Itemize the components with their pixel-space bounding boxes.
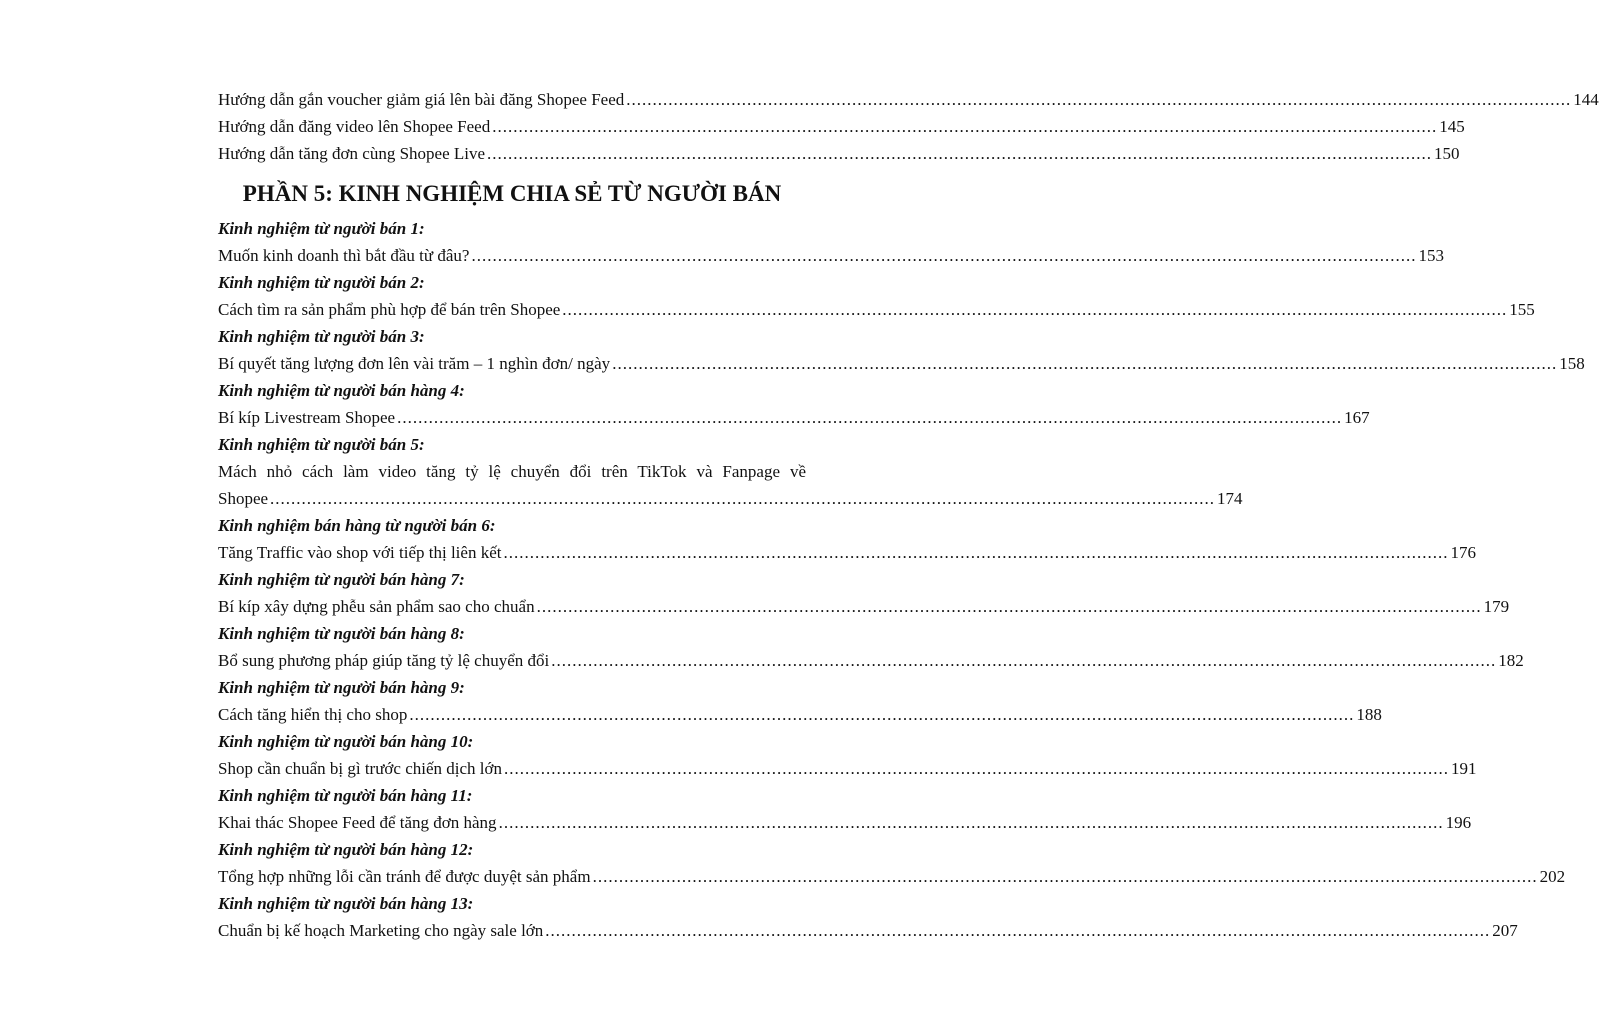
toc-entry (218, 485, 1243, 512)
toc-entry-page: 207 (1492, 921, 1518, 940)
toc-entry-title: Bí kíp Livestream Shopee (218, 408, 396, 427)
dot-leader (503, 539, 1448, 566)
toc-entry-title: Tổng hợp những lỗi cần tránh để được duyệt sản phẩm (218, 867, 591, 886)
dot-leader (626, 86, 1571, 113)
toc-subheading: Kinh nghiệm từ người bán hàng 13: (218, 894, 474, 913)
toc-entry (218, 350, 1585, 377)
toc-entry (218, 809, 1472, 836)
toc-entry-title: Hướng dẫn gắn voucher giảm giá lên bài đăng Shopee Feed (218, 90, 625, 109)
toc-entry-page: 153 (1418, 246, 1444, 265)
toc-entry-title: Bí kíp xây dựng phễu sản phẩm sao cho chuẩn (218, 597, 535, 616)
toc-entry-page: 191 (1451, 759, 1477, 778)
toc-subheading: Kinh nghiệm từ người bán hàng 11: (218, 786, 473, 805)
toc-entry (218, 701, 1382, 728)
toc-entry-page: 158 (1559, 354, 1585, 373)
dot-leader (499, 809, 1444, 836)
toc-entry (218, 917, 1518, 944)
toc-entry-page: 150 (1434, 144, 1460, 163)
toc-entry-page: 196 (1445, 813, 1472, 832)
dot-leader (397, 404, 1342, 431)
toc-subheading: Kinh nghiệm từ người bán hàng 8: (218, 624, 465, 643)
toc-entry (218, 647, 1524, 674)
toc-subheading: Kinh nghiệm từ người bán hàng 9: (218, 678, 465, 697)
toc-entry-title: Bổ sung phương pháp giúp tăng tỷ lệ chuyển đổi (218, 651, 550, 670)
toc-subheading: Kinh nghiệm từ người bán hàng 7: (218, 570, 465, 589)
toc-entry (218, 113, 1465, 140)
toc-subheading: Kinh nghiệm bán hàng từ người bán 6: (218, 516, 496, 535)
dot-leader (487, 140, 1432, 167)
toc-entry-page: 202 (1539, 867, 1566, 886)
toc-entry-title: Cách tìm ra sản phẩm phù hợp để bán trên Shopee (218, 300, 561, 319)
dot-leader (471, 242, 1416, 269)
toc-entry-title: Cách tăng hiển thị cho shop (218, 705, 408, 724)
toc-entry-page: 145 (1439, 117, 1465, 136)
toc-entry-title: Hướng dẫn đăng video lên Shopee Feed (218, 117, 491, 136)
toc-entry-title: Bí quyết tăng lượng đơn lên vài trăm – 1 nghìn đơn/ ngày (218, 354, 611, 373)
toc-entry-title-line1: Mách nhỏ cách làm video tăng tỷ lệ chuyển đổi trên TikTok và Fanpage về (218, 462, 806, 481)
toc-entry-page: 182 (1498, 651, 1524, 670)
toc-entry-page: 167 (1344, 408, 1370, 427)
toc-entry (218, 755, 1477, 782)
toc-subheading: Kinh nghiệm từ người bán 3: (218, 327, 425, 346)
toc-entry (218, 86, 1599, 113)
toc-subheading: Kinh nghiệm từ người bán 2: (218, 273, 425, 292)
dot-leader (492, 113, 1437, 140)
toc-entry-title: Muốn kinh doanh thì bắt đầu từ đâu? (218, 246, 470, 265)
dot-leader (562, 296, 1507, 323)
dot-leader (504, 755, 1449, 782)
toc-entry-page: 188 (1356, 705, 1382, 724)
section-title: PHẦN 5: KINH NGHIỆM CHIA SẺ TỪ NGƯỜI BÁN (242, 181, 782, 206)
dot-leader (551, 647, 1496, 674)
toc-entry-title: Khai thác Shopee Feed để tăng đơn hàng (218, 813, 497, 832)
dot-leader (409, 701, 1354, 728)
toc-subheading: Kinh nghiệm từ người bán hàng 4: (218, 381, 465, 400)
toc-entry-page: 176 (1450, 543, 1476, 562)
dot-leader (593, 863, 1538, 890)
dot-leader (270, 485, 1215, 512)
dot-leader (537, 593, 1482, 620)
toc-subheading: Kinh nghiệm từ người bán 5: (218, 435, 425, 454)
toc-entry-page: 179 (1483, 597, 1510, 616)
toc-entry (218, 404, 1370, 431)
toc-entry (218, 242, 1444, 269)
toc-entry (218, 863, 1566, 890)
table-of-contents (218, 86, 1599, 944)
dot-leader (545, 917, 1490, 944)
toc-entry-title: Hướng dẫn tăng đơn cùng Shopee Live (218, 144, 486, 163)
toc-entry (218, 296, 1535, 323)
toc-entry (218, 140, 1460, 167)
toc-subheading: Kinh nghiệm từ người bán hàng 10: (218, 732, 474, 751)
toc-entry-title: Chuẩn bị kế hoạch Marketing cho ngày sale lớn (218, 921, 544, 940)
dot-leader (612, 350, 1557, 377)
toc-entry (218, 539, 1476, 566)
toc-entry-title: Tăng Traffic vào shop với tiếp thị liên kết (218, 543, 502, 562)
toc-subheading: Kinh nghiệm từ người bán hàng 12: (218, 840, 474, 859)
toc-entry-title: Shopee (218, 489, 269, 508)
toc-entry-page: 174 (1217, 489, 1243, 508)
toc-subheading: Kinh nghiệm từ người bán 1: (218, 219, 425, 238)
toc-entry-page: 144 (1573, 90, 1599, 109)
toc-entry (218, 593, 1510, 620)
toc-entry-page: 155 (1509, 300, 1535, 319)
toc-entry-title: Shop cần chuẩn bị gì trước chiến dịch lớn (218, 759, 503, 778)
